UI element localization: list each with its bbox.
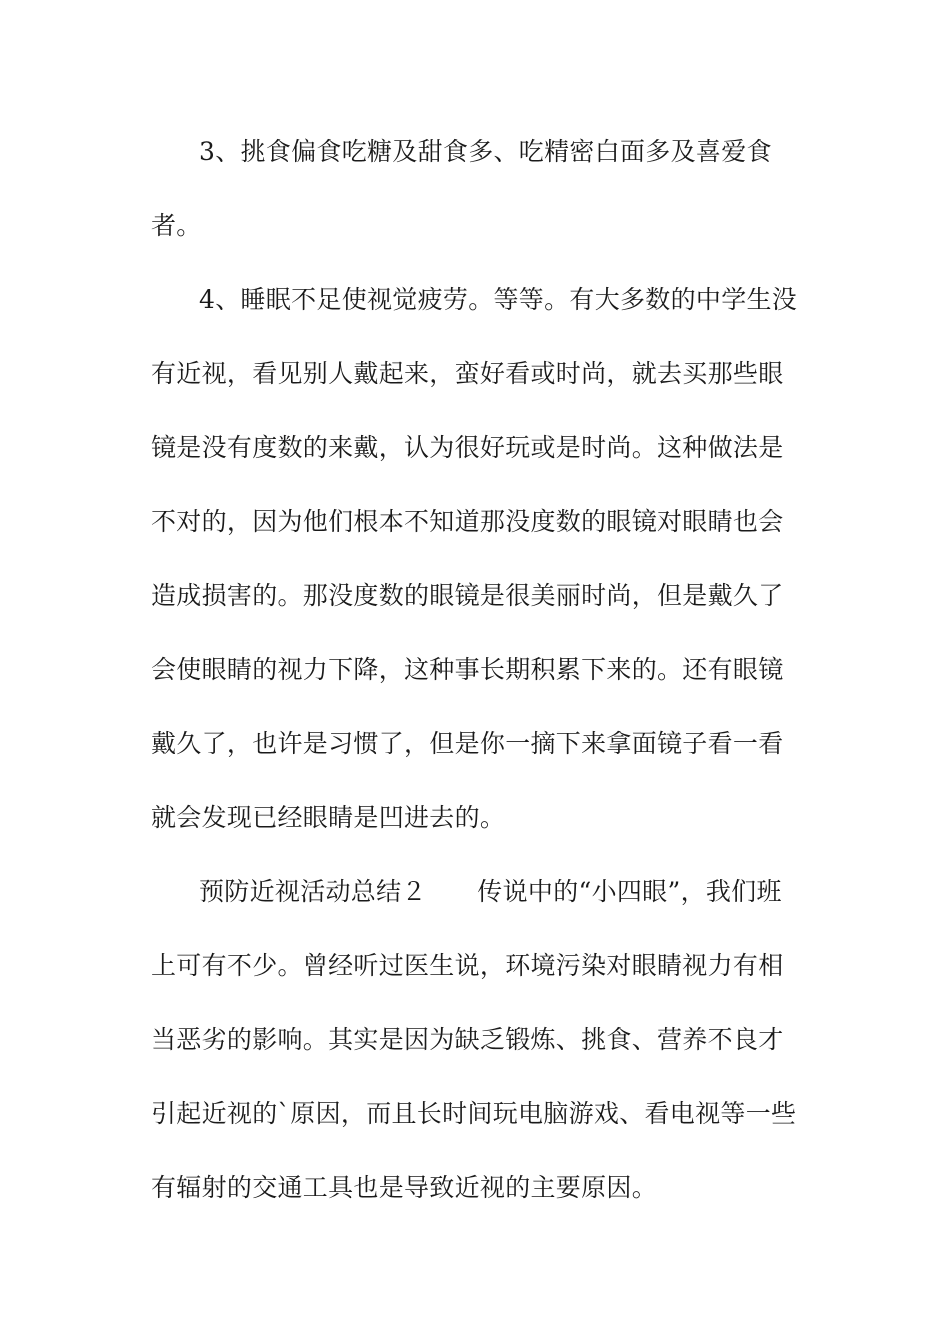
text-line: 当恶劣的影响。其实是因为缺乏锻炼、挑食、营养不良才 (151, 1025, 784, 1054)
text-line: 有辐射的交通工具也是导致近视的主要原因。 (151, 1173, 658, 1202)
section-heading-line: 预防近视活动总结２ 传说中的“小四眼”，我们班 (199, 877, 782, 906)
text-line: 造成损害的。那没度数的眼镜是很美丽时尚，但是戴久了 (151, 581, 784, 610)
text-line: 3、挑食偏食吃糖及甜食多、吃精密白面多及喜爱食 (199, 137, 772, 166)
text-line: 戴久了，也许是习惯了，但是你一摘下来拿面镜子看一看 (151, 729, 784, 758)
text-line: 引起近视的`原因，而且长时间玩电脑游戏、看电视等一些 (151, 1099, 797, 1128)
text-line: 有近视，看见别人戴起来，蛮好看或时尚，就去买那些眼 (151, 359, 784, 388)
text-line: 者。 (151, 211, 202, 240)
text-line: 不对的，因为他们根本不知道那没度数的眼镜对眼睛也会 (151, 507, 784, 536)
text-line: 镜是没有度数的来戴，认为很好玩或是时尚。这种做法是 (151, 433, 784, 462)
text-line: 就会发现已经眼睛是凹进去的。 (151, 803, 506, 832)
text-line: 上可有不少。曾经听过医生说，环境污染对眼睛视力有相 (151, 951, 784, 980)
text-line: 4、睡眠不足使视觉疲劳。等等。有大多数的中学生没 (199, 285, 798, 314)
text-line: 会使眼睛的视力下降，这种事长期积累下来的。还有眼镜 (151, 655, 784, 684)
